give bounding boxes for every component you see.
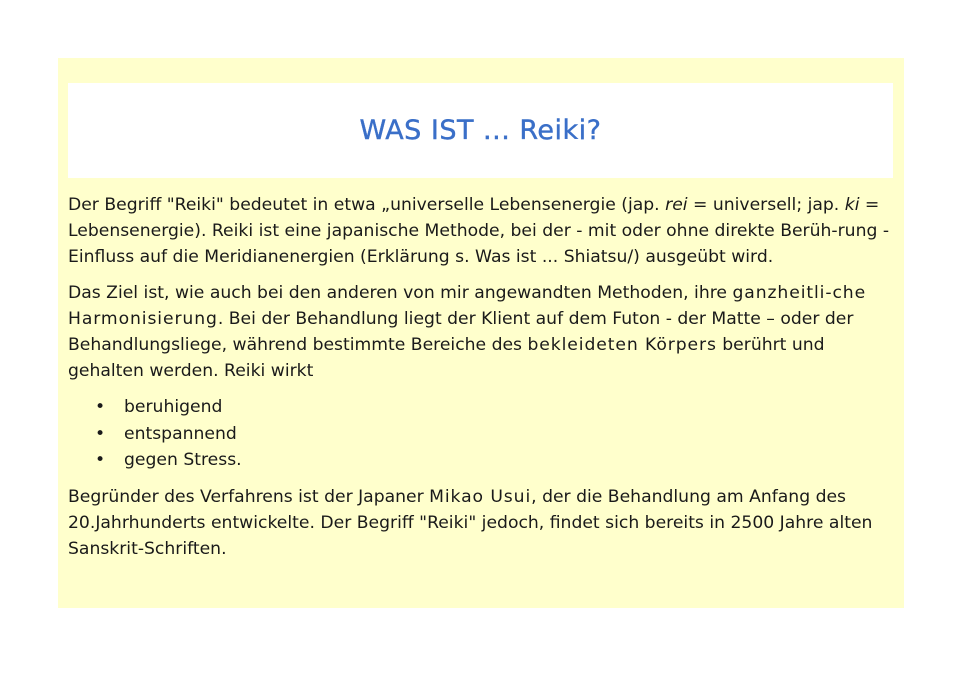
spaced-phrase: ganzheitli-che Harmonisierung bbox=[68, 283, 867, 329]
text-segment: , der die Behandlung am Anfang des 20.Jahrhunderts entwickelte. Der Begriff "Reiki" jedoch, findet sich bereits in 2500 Jahre alten Sanskrit-Schriften. bbox=[68, 486, 873, 559]
spaced-phrase: bekleideten Körpers bbox=[527, 335, 717, 355]
text-segment: Begründer des Verfahrens ist der Japaner bbox=[68, 486, 430, 507]
page-title: WAS IST ... Reiki? bbox=[359, 115, 602, 146]
list-item: • beruhigend bbox=[124, 394, 898, 421]
term-rei: rei bbox=[665, 195, 688, 215]
list-item: • entspannend bbox=[124, 421, 898, 448]
content-card bbox=[58, 58, 904, 608]
text-segment: berührt und gehalten werden. Reiki wirkt bbox=[68, 335, 825, 381]
article-body bbox=[68, 192, 898, 572]
founder-name: Mikao Usui bbox=[429, 486, 532, 507]
paragraph-goal bbox=[68, 280, 898, 384]
text-segment: Der Begriff "Reiki" bedeutet in etwa „universelle Lebensenergie (jap. bbox=[68, 195, 666, 215]
text-segment: . Bei der Behandlung liegt der Klient auf dem Futon - der Matte – oder der Behandlungsliege, während bestimmte Bereiche des bbox=[68, 309, 854, 355]
text-segment: Das Ziel ist, wie auch bei den anderen von mir angewandten Methoden, ihre bbox=[68, 283, 733, 303]
effects-list bbox=[68, 394, 898, 474]
text-segment: = Lebensenergie). Reiki ist eine japanische Methode, bei der - mit oder ohne direkte Berüh-rung - Einfluss auf die Meridianenergien (Erklärung s. Was ist ... Shiatsu/) ausgeübt wird. bbox=[68, 195, 890, 267]
title-box bbox=[68, 83, 893, 178]
paragraph-intro bbox=[68, 192, 898, 270]
list-item: • gegen Stress. bbox=[124, 447, 898, 474]
text-segment: = universell; jap. bbox=[687, 195, 845, 215]
term-ki: ki bbox=[844, 195, 860, 215]
paragraph-origin bbox=[68, 484, 898, 562]
